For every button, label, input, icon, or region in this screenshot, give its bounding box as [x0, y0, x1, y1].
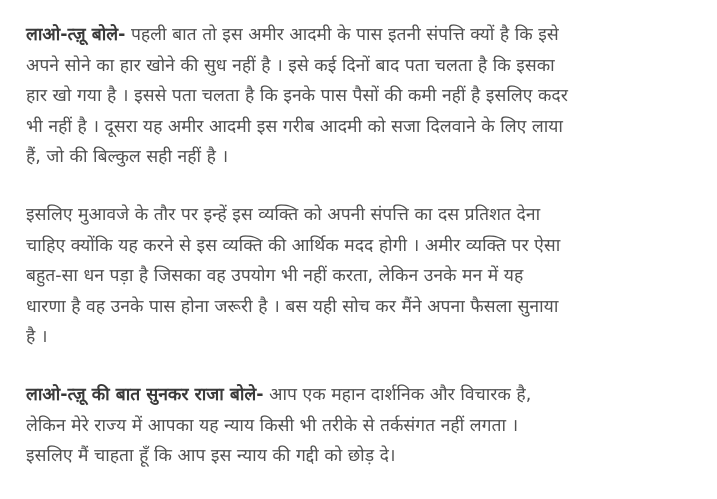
text-line: है । — [26, 327, 48, 348]
text-line: इसलिए मैं चाहता हूँ कि आप इस न्याय की गद्दी को छोड़ दे। — [26, 446, 396, 467]
text-line: अपने सोने का हार खोने की सुध नहीं है । इसे कई दिनों बाद पता चलता है कि इसका — [26, 55, 555, 76]
text-line: भी नहीं है । दूसरा यह अमीर आदमी इस गरीब आदमी को सजा दिलवाने के लिए लाया — [26, 116, 563, 137]
speaker-label: लाओ-त्ज़ू की बात सुनकर राजा बोले- — [26, 384, 264, 405]
paragraph-laozi-reply — [26, 20, 686, 173]
paragraph-compensation — [26, 200, 686, 353]
text-line: बहुत-सा धन पड़ा है जिसका वह उपयोग भी नहीं करता, लेकिन उनके मन में यह — [26, 266, 524, 287]
text-line: चाहिए क्योंकि यह करने से इस व्यक्ति की आर्थिक मदद होगी । अमीर व्यक्ति पर ऐसा — [26, 235, 561, 256]
text-line: हार खो गया है । इससे पता चलता है कि इनके पास पैसों की कमी नहीं है इसलिए कदर — [26, 86, 568, 107]
text-line: पहली बात तो इस अमीर आदमी के पास इतनी संपत्ति क्यों है कि इसे — [125, 25, 559, 45]
text-line: हैं, जो की बिल्कुल सही नहीं है । — [26, 147, 229, 168]
text-line: लेकिन मेरे राज्य में आपका यह न्याय किसी भी तरीके से तर्कसंगत नहीं लगता । — [26, 415, 519, 436]
text-line: धारणा है वह उनके पास होना जरूरी है । बस यही सोच कर मैंने अपना फैसला सुनाया — [26, 296, 559, 317]
speaker-label: लाओ-त्ज़ू बोले- — [26, 25, 126, 45]
text-line: इसलिए मुआवजे के तौर पर इन्हें इस व्यक्ति को अपनी संपत्ति का दस प्रतिशत देना — [26, 204, 541, 225]
paragraph-king-reply — [26, 380, 686, 472]
text-line: आप एक महान दार्शनिक और विचारक है, — [263, 384, 532, 405]
article-body — [26, 20, 686, 499]
